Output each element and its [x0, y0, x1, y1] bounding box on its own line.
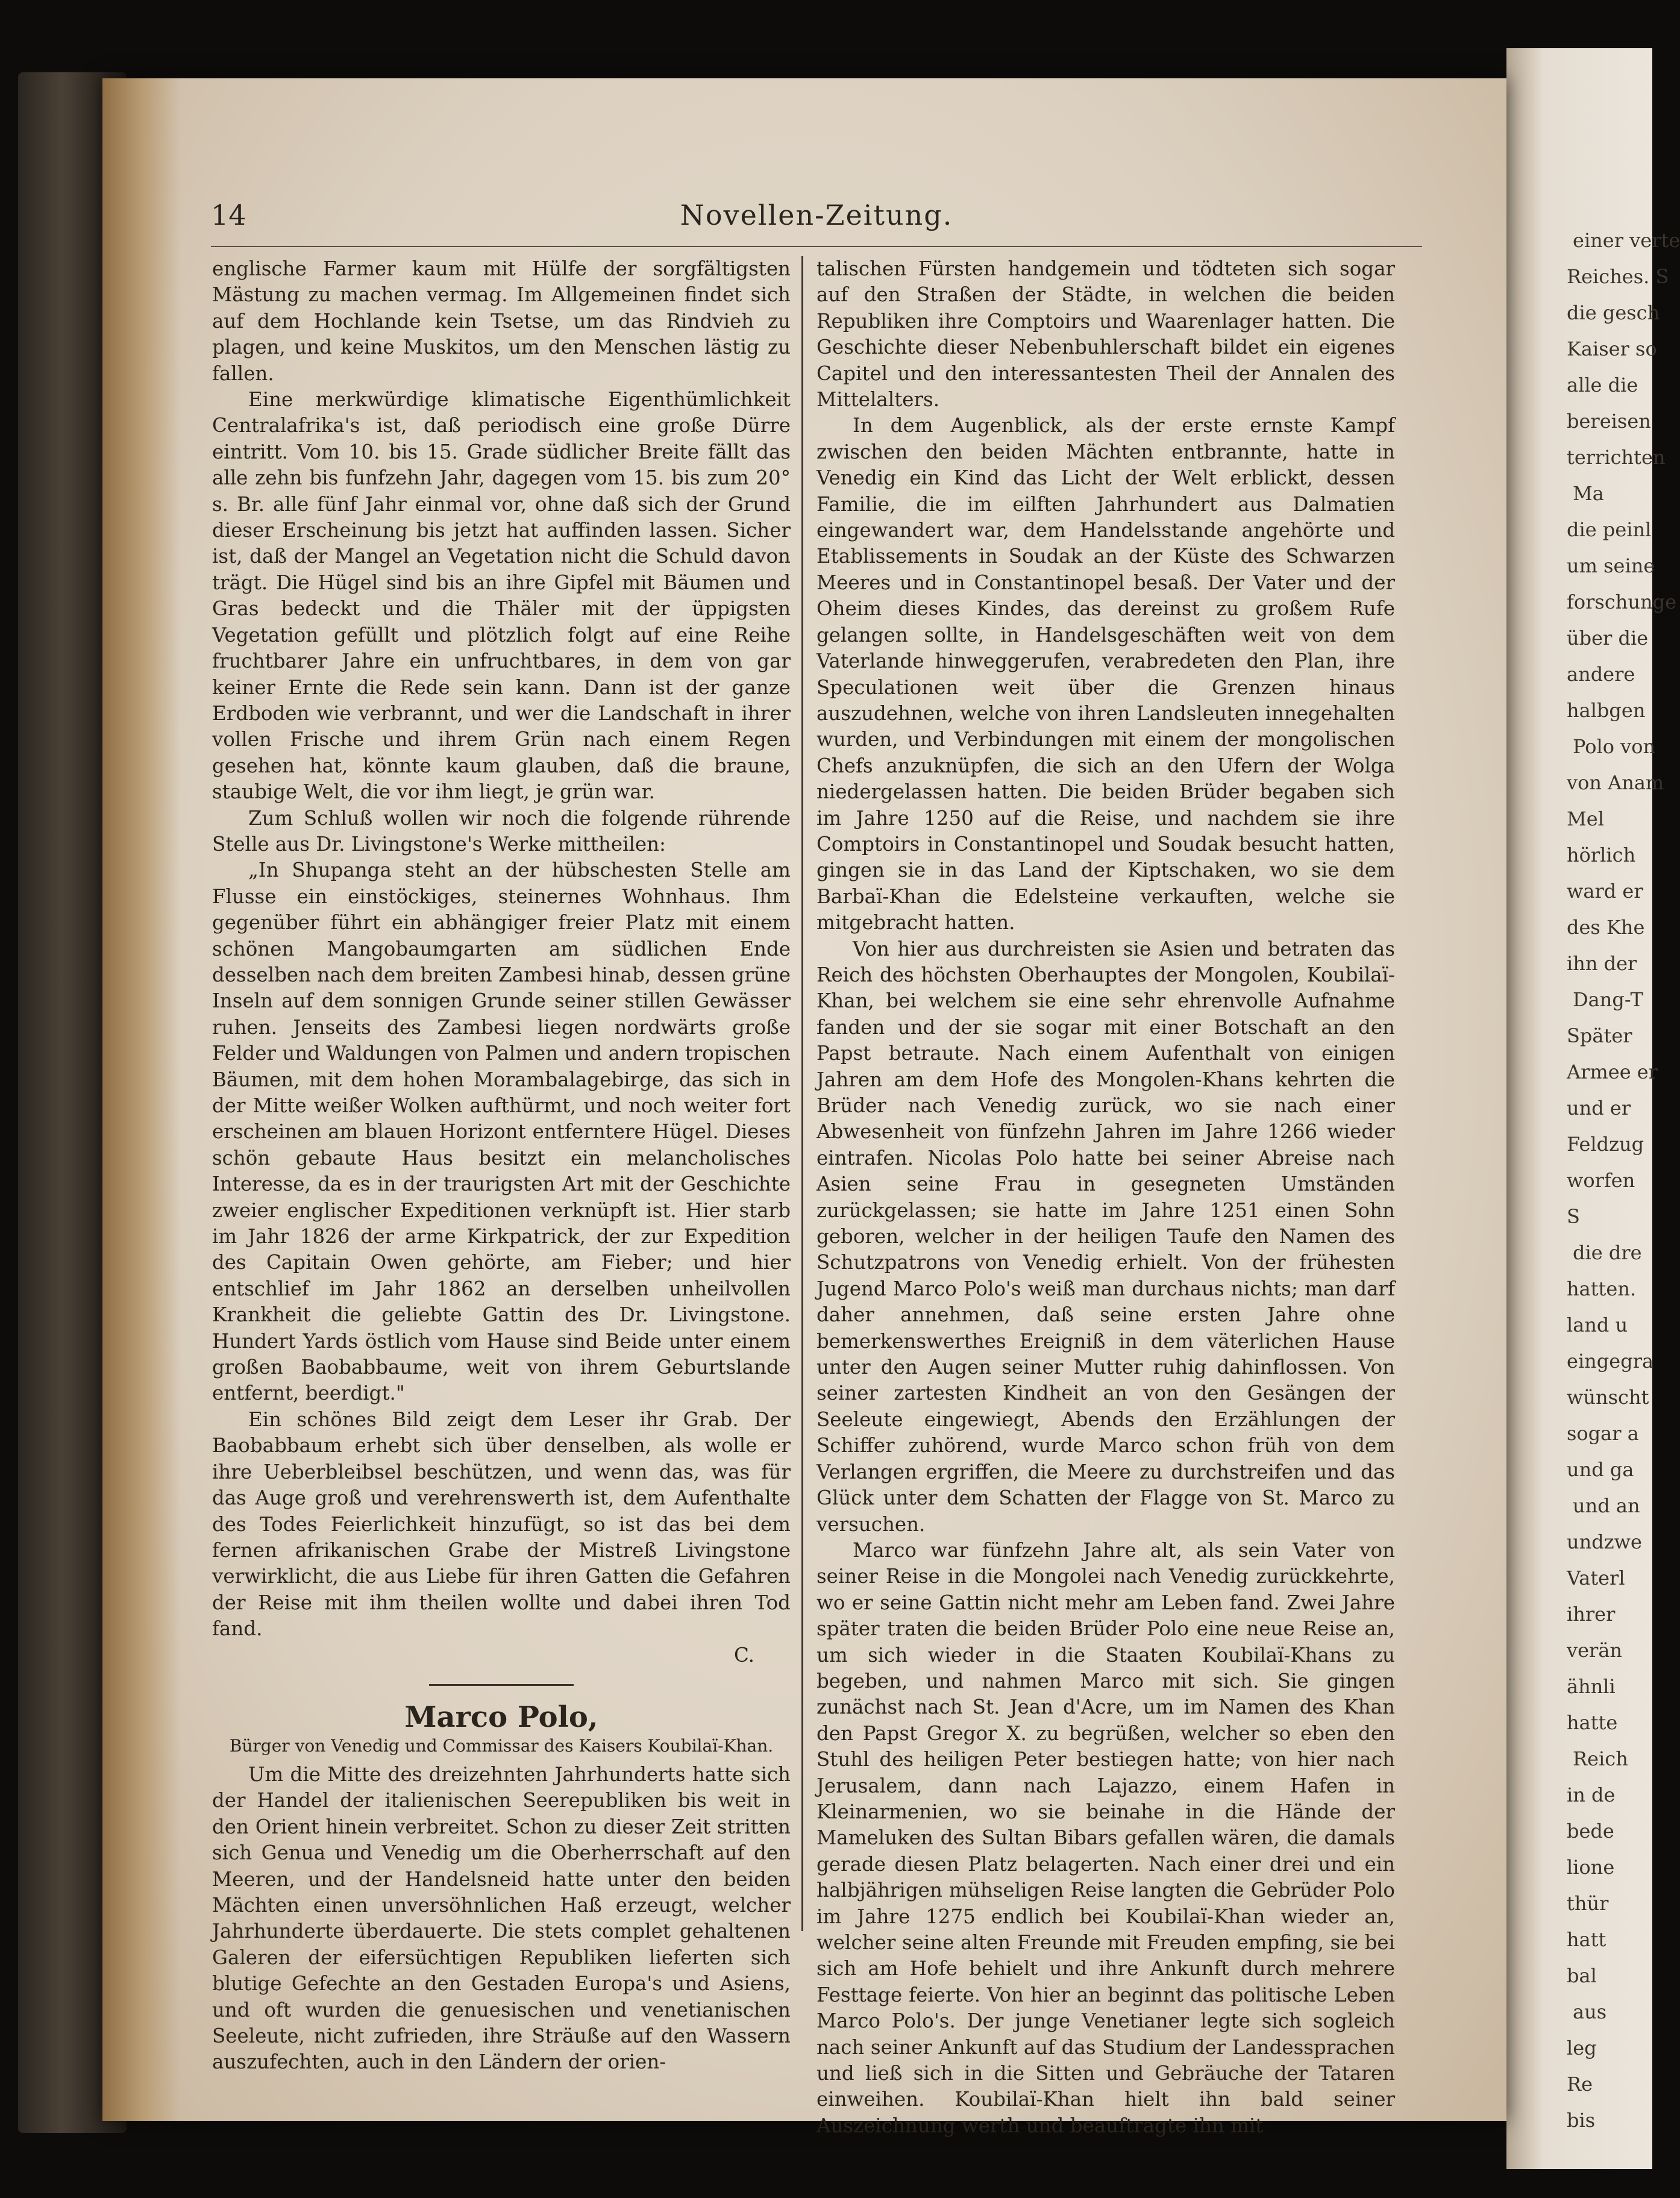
running-title: Novellen-Zeitung. [680, 199, 953, 231]
adjacent-page-fragment: terrichten [1567, 446, 1666, 469]
adjacent-page-fragment: einer verte [1573, 229, 1680, 252]
adjacent-page-fragment: Reiches. S [1567, 265, 1669, 288]
section-title: Marco Polo, [404, 1700, 598, 1734]
page-header [211, 199, 1422, 235]
paragraph: Zum Schluß wollen wir noch die folgende rührende Stelle aus Dr. Livingstone's Werke mittheilen: [212, 806, 791, 856]
adjacent-page-fragment: halbgen [1567, 699, 1646, 722]
adjacent-page-fragment: um seine [1567, 554, 1655, 577]
adjacent-page-fragment: Kaiser so [1567, 337, 1657, 360]
adjacent-page-fragment: lione [1567, 1856, 1615, 1879]
adjacent-page-fragment: Feldzug [1567, 1133, 1644, 1156]
adjacent-page-fragment: über die [1567, 627, 1649, 650]
adjacent-page-fragment: alle die [1567, 374, 1638, 396]
adjacent-page-fragment: eingegra [1567, 1350, 1654, 1373]
adjacent-page-fragment: Polo von [1573, 735, 1656, 758]
adjacent-page-fragment: Armee er [1567, 1060, 1658, 1083]
adjacent-page-fragment: Mel [1567, 807, 1604, 830]
adjacent-page-fragment: ihrer [1567, 1603, 1616, 1626]
adjacent-page-fragment: S [1567, 1205, 1580, 1228]
adjacent-page-fragment: die peinl [1567, 518, 1652, 541]
adjacent-page-fragment: und ga [1567, 1458, 1634, 1481]
paragraph: In dem Augenblick, als der erste ernste Kampf zwischen den beiden Mächten entbrannte, hatte in Venedig ein Kind das Licht der Welt erblickt, dessen Familie, die im eilften Jahrhundert aus Dalmatien eingewandert war, dem Handelsstande angehörte und Etablissements in Soudak an der Küste des Schwarzen Meeres und in Constantinopel besaß. Der Vater und der Oheim dieses Kindes, das dereinst zu großem Rufe gelangen sollte, in Handelsgeschäften weit von dem Vaterlande hinweggerufen, verabredeten den Plan, ihre Speculationen weit über die Grenzen hinaus auszudehnen, welche von ihren Landsleuten innegehalten wurden, und Verbindungen mit einem der mongolischen Chefs anzuknüpfen, die sich an den Ufern der Wolga niedergelassen hatten. Die beiden Brüder begaben sich im Jahre 1250 auf die Reise, und nachdem sie ihre Comptoirs in Constantinopel und Soudak besucht hatten, gingen sie in das Land der Kiptschaken, wo sie dem Barbaï-Khan die Edelsteine verkauften, welche sie mitgebracht hatten. [816, 414, 1395, 935]
adjacent-page-fragment: Später [1567, 1024, 1632, 1047]
adjacent-page-fragment: und an [1573, 1494, 1640, 1517]
adjacent-page-fragment: in de [1567, 1783, 1616, 1806]
adjacent-page-fragment: undzwe [1567, 1530, 1642, 1553]
page-number: 14 [211, 199, 246, 231]
left-column [212, 256, 791, 2076]
adjacent-page-fragment: ward er [1567, 880, 1643, 903]
adjacent-page-fragment: Dang-T [1573, 988, 1643, 1011]
adjacent-page-fragment: andere [1567, 663, 1635, 686]
right-column [816, 256, 1395, 2139]
adjacent-page-fragment: die dre [1573, 1241, 1642, 1264]
adjacent-page-fragment: hatte [1567, 1711, 1618, 1734]
adjacent-page-fragment: Re [1567, 2073, 1593, 2096]
adjacent-page-fragment: hatten. [1567, 1277, 1637, 1300]
adjacent-page-fragment: Reich [1573, 1747, 1628, 1770]
adjacent-page-fragment: Ma [1573, 482, 1604, 505]
section-divider [429, 1684, 574, 1686]
adjacent-page-fragment: hörlich [1567, 844, 1636, 866]
adjacent-page-fragment: aus [1573, 2000, 1607, 2023]
adjacent-page-fragment: verän [1567, 1639, 1622, 1662]
paragraph: Eine merkwürdige klimatische Eigenthümlichkeit Centralafrika's ist, daß periodisch eine große Dürre eintritt. Vom 10. bis 15. Grade südlicher Breite fällt das alle zehn bis funfzehn Jahr, dagegen vom 15. bis zum 20° s. Br. alle fünf Jahr einmal vor, ohne daß sich der Grund dieser Erscheinung bis jetzt hat auffinden lassen. Sicher ist, daß der Mangel an Vegetation nicht die Schuld davon trägt. Die Hügel sind bis an ihre Gipfel mit Bäumen und Gras bedeckt und die Thäler mit der üppigsten Vegetation gefüllt und plötzlich folgt auf eine Reihe fruchtbarer Jahre ein unfruchtbares, in dem von gar keiner Ernte die Rede sein kann. Dann ist der ganze Erdboden wie verbrannt, und wer die Landschaft in ihrer vollen Frische und ihrem Grün nach einem Regen gesehen hat, könnte kaum glauben, daß die braune, staubige Welt, die vor ihm liegt, je grün war. [212, 388, 791, 804]
adjacent-page-fragment: thür [1567, 1892, 1609, 1915]
page-worn-edge [102, 78, 181, 2121]
adjacent-page-fragment: ähnli [1567, 1675, 1616, 1698]
column-divider [801, 256, 803, 1931]
adjacent-page-fragment: ihn der [1567, 952, 1637, 975]
quote-paragraph: „In Shupanga steht an der hübschesten Stelle am Flusse ein einstöckiges, steinernes Wohnhaus. Ihm gegenüber führt ein abhängiger freier Platz mit einem schönen Mangobaumgarten am südlichen Ende desselben nach dem breiten Zambesi hinab, dessen grüne Inseln auf dem sonnigen Grunde seiner stillen Gewässer ruhen. Jenseits des Zambesi liegen nordwärts große Felder und Waldungen von Palmen und andern tropischen Bäumen, mit dem hohen Morambalagebirge, das sich in der Mitte weißer Wolken aufthürmt, und noch weiter fort erscheinen am blauen Horizont entferntere Hügel. Dieses schön gebaute Haus besitzt ein melancholisches Interesse, da es in der traurigsten Art mit der Geschichte zweier englischer Expeditionen verknüpft ist. Hier starb im Jahr 1826 der arme Kirkpatrick, der zur Expedition des Capitain Owen gehörte, am Fieber; und hier entschlief im Jahr 1862 an derselben unheilvollen Krankheit die geliebte Gattin des Dr. Livingstone. Hundert Yards östlich vom Hause sind Beide unter einem großen Baobabbaume, weit von ihrem Geburtslande entfernt, beerdigt." [212, 859, 791, 1405]
adjacent-page-fragment: und er [1567, 1097, 1631, 1119]
paragraph: englische Farmer kaum mit Hülfe der sorgfältigsten Mästung zu machen vermag. Im Allgemeinen findet sich auf dem Hochlande kein Tsetse, um das Rindvieh zu plagen, und keine Muskitos, um den Menschen lästig zu fallen. [212, 257, 791, 385]
paragraph: Ein schönes Bild zeigt dem Leser ihr Grab. Der Baobabbaum erhebt sich über denselben, als wolle er ihre Ueberbleibsel beschützen, und wenn das, was für das Auge groß und verehrenswerth ist, dem Aufenthalte des Todes Feierlichkeit hinzufügt, so ist das bei dem fernen afrikanischen Grabe der Mistreß Livingstone verwirklicht, die aus Liebe für ihren Gatten die Gefahren der Reise mit ihm theilen wollte und dabei ihren Tod fand. [212, 1407, 791, 1641]
adjacent-page-fragment: von Anam [1567, 771, 1664, 794]
adjacent-page-fragment: Vaterl [1567, 1567, 1625, 1589]
header-rule [211, 246, 1422, 247]
adjacent-page-fragment: bereisen [1567, 410, 1651, 433]
author-signature: C. [733, 1643, 754, 1667]
adjacent-page-fragment: forschunge [1567, 590, 1676, 613]
paragraph: Um die Mitte des dreizehnten Jahrhunderts hatte sich der Handel der italienischen Seerepubliken bis weit in den Orient hinein verbreitet. Schon zu dieser Zeit stritten sich Genua und Venedig um die Oberherrschaft auf den Meeren, und der Handelsneid hatte unter den beiden Mächten einen unversöhnlichen Haß erzeugt, welcher Jahrhunderte überdauerte. Die stets complet gehaltenen Galeren der eifersüchtigen Republiken lieferten sich blutige Gefechte an den Gestaden Europa's und Asiens, und oft wurden die genuesischen und venetianischen Seeleute, nicht zufrieden, ihre Sträuße auf den Wassern auszufechten, auch in den Ländern der orien- [212, 1762, 791, 2074]
adjacent-page [1506, 48, 1680, 2169]
adjacent-page-fragment: hatt [1567, 1928, 1606, 1951]
adjacent-page-fragment: die gesch [1567, 301, 1660, 324]
adjacent-page-fragment: wünscht [1567, 1386, 1649, 1409]
paragraph: Marco war fünfzehn Jahre alt, als sein Vater von seiner Reise in die Mongolei nach Venedig zurückkehrte, wo er seine Gattin nicht mehr am Leben fand. Zwei Jahre später traten die beiden Brüder Polo eine neue Reise an, um sich wieder in die Staaten Koubilaï-Khans zu begeben, und nahmen Marco mit sich. Sie gingen zunächst nach St. Jean d'Acre, um im Namen des Khan den Papst Gregor X. zu begrüßen, welcher so eben den Stuhl des heiligen Peter bestiegen hatte; von hier nach Jerusalem, dann nach Lajazzo, einem Hafen in Kleinarmenien, wo sie beinahe in die Hände der Mameluken des Sultan Bibars gefallen wären, die damals gerade diesen Platz belagerten. Nach einer drei und ein halbjährigen mühseligen Reise langten die Gebrüder Polo im Jahre 1275 endlich bei Koubilaï-Khan wieder an, welcher seine alten Freunde mit Freuden empfing, sie bei sich am Hofe behielt und ihre Ankunft durch mehrere Festtage feierte. Von hier an beginnt das politische Leben Marco Polo's. Der junge Venetianer legte sich sogleich nach seiner Ankunft auf das Studium der Landessprachen und ließ sich in die Sitten und Gebräuche der Tataren einweihen. Koubilaï-Khan hielt ihn bald seiner Auszeichnung werth und beauftragte ihn mit [816, 1538, 1395, 2137]
section-subtitle: Bürger von Venedig und Commissar des Kaisers Koubilaï-Khan. [229, 1735, 774, 1756]
adjacent-page-fragment: leg [1567, 2037, 1597, 2059]
paragraph: Von hier aus durchreisten sie Asien und betraten das Reich des höchsten Oberhauptes der Mongolen, Koubilaï-Khan, bei welchem sie eine sehr ehrenvolle Aufnahme fanden und der sie sogar mit einer Botschaft an den Papst betraute. Nach einem Aufenthalt von einigen Jahren am dem Hofe des Mongolen-Khans kehrten die Brüder nach Venedig zurück, wo sie nach einer Abwesenheit von fünfzehn Jahren im Jahre 1266 wieder eintrafen. Nicolas Polo hatte bei seiner Abreise nach Asien seine Frau in gesegneten Umständen zurückgelassen; sie hatte im Jahre 1251 einen Sohn geboren, welcher in der heiligen Taufe den Namen des Schutzpatrons von Venedig erhielt. Von der frühesten Jugend Marco Polo's weiß man durchaus nichts; man darf daher annehmen, daß seine ersten Jahre ohne bemerkenswerthes Ereigniß in dem väterlichen Hause unter den Augen seiner Mutter ruhig dahinflossen. Von seiner zartesten Kindheit an von den Gesängen der Seeleute eingewiegt, Abends den Erzählungen der Schiffer zuhörend, wurde Marco schon früh von dem Verlangen ergriffen, die Meere zu durchstreifen und das Glück unter dem Schatten der Flagge von St. Marco zu versuchen. [816, 937, 1395, 1536]
adjacent-page-fragment: bal [1567, 1964, 1597, 1987]
paragraph: talischen Fürsten handgemein und tödteten sich sogar auf den Straßen der Städte, in welchen die beiden Republiken ihre Comptoirs und Waarenlager hatten. Die Geschichte dieser Nebenbuhlerschaft bildet ein eigenes Capitel und den interessantesten Theil der Annalen des Mittelalters. [816, 257, 1395, 412]
adjacent-page-fragment: bis [1567, 2109, 1596, 2132]
adjacent-page-fragment: worfen [1567, 1169, 1635, 1192]
adjacent-page-fragment: bede [1567, 1820, 1614, 1843]
adjacent-page-fragment: sogar a [1567, 1422, 1639, 1445]
adjacent-page-fragment: land u [1567, 1313, 1628, 1336]
adjacent-page-fragment: des Khe [1567, 916, 1645, 939]
